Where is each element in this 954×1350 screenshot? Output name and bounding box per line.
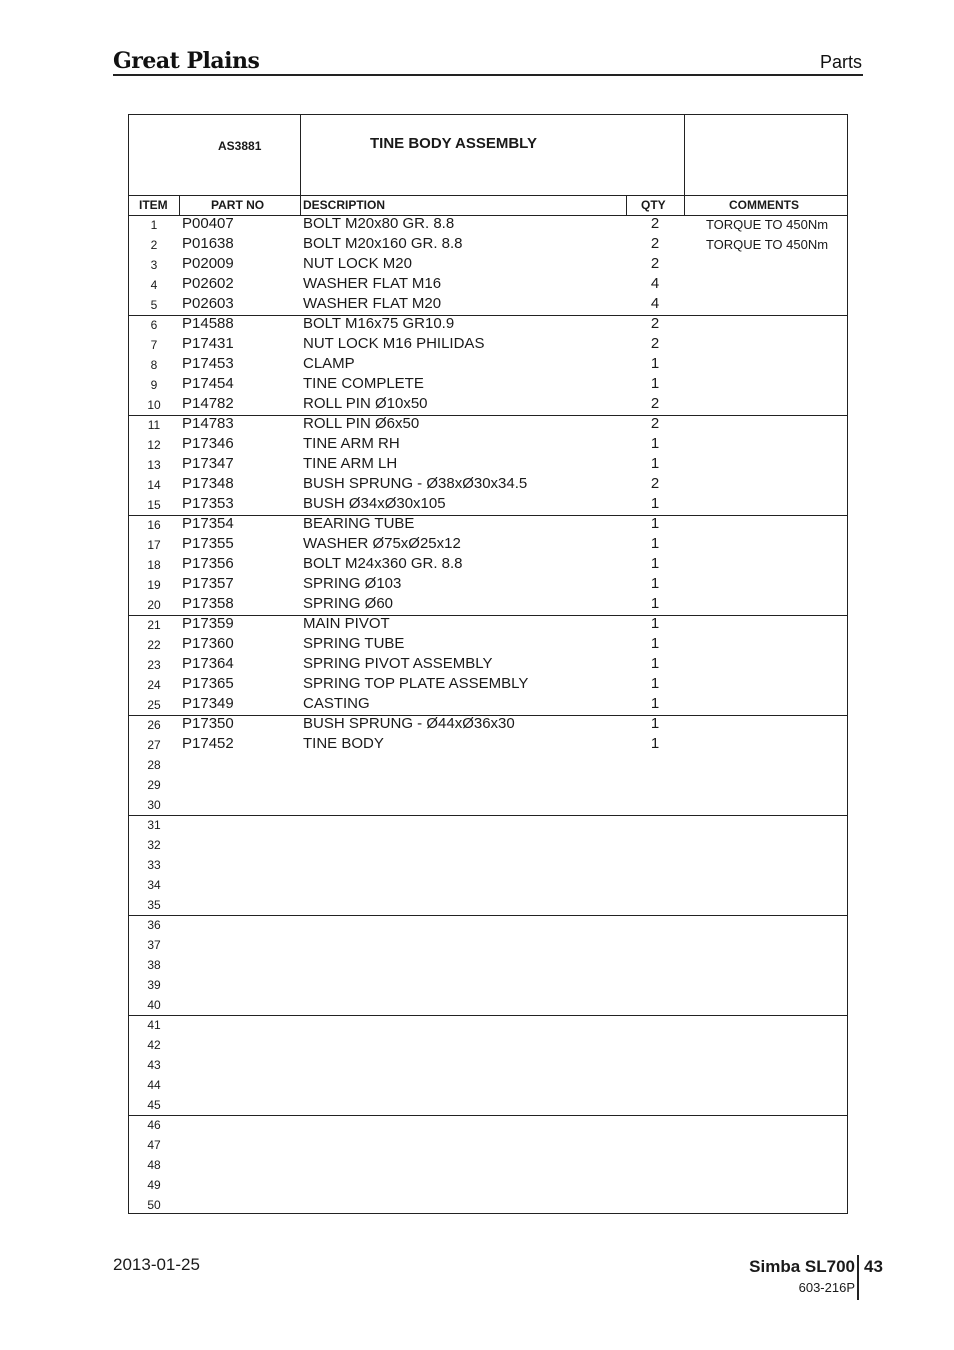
part-comment: TORQUE TO 450Nm [705, 217, 829, 232]
table-row [129, 955, 847, 975]
footer-doc-code: 603-216P [798, 1280, 855, 1295]
part-number: P14782 [182, 395, 234, 412]
part-number: P17348 [182, 475, 234, 492]
table-row [129, 815, 847, 835]
item-number: 13 [147, 458, 161, 472]
part-number: P17346 [182, 435, 234, 452]
assembly-number: AS3881 [218, 139, 262, 153]
part-qty: 1 [650, 455, 660, 472]
part-description: WASHER FLAT M20 [303, 295, 442, 312]
table-row [129, 295, 847, 315]
table-row [129, 755, 847, 775]
item-number: 26 [147, 718, 161, 732]
part-qty: 1 [650, 435, 660, 452]
part-number: P00407 [182, 215, 234, 232]
part-qty: 2 [650, 335, 660, 352]
table-row [129, 775, 847, 795]
part-description: ROLL PIN Ø10x50 [303, 395, 428, 412]
colhead-comments: COMMENTS [729, 198, 799, 212]
item-number: 29 [147, 778, 161, 792]
part-number: P02009 [182, 255, 234, 272]
table-row [129, 915, 847, 935]
item-number: 27 [147, 738, 161, 752]
part-qty: 2 [650, 475, 660, 492]
part-number: P17357 [182, 575, 234, 592]
item-number: 33 [147, 858, 161, 872]
part-description: BOLT M20x80 GR. 8.8 [303, 215, 455, 232]
item-number: 34 [147, 878, 161, 892]
part-qty: 1 [650, 535, 660, 552]
part-number: P17452 [182, 735, 234, 752]
page-number: 43 [864, 1257, 883, 1276]
footer-divider [857, 1255, 859, 1300]
item-number: 2 [150, 238, 158, 252]
item-number: 23 [147, 658, 161, 672]
item-number: 10 [147, 398, 161, 412]
item-number: 20 [147, 598, 161, 612]
part-description: NUT LOCK M16 PHILIDAS [303, 335, 485, 352]
table-row [129, 975, 847, 995]
part-description: WASHER Ø75xØ25x12 [303, 535, 461, 552]
part-qty: 1 [650, 495, 660, 512]
part-description: TINE ARM LH [303, 455, 398, 472]
part-qty: 1 [650, 715, 660, 732]
item-number: 5 [150, 298, 158, 312]
part-qty: 2 [650, 215, 660, 232]
part-description: MAIN PIVOT [303, 615, 390, 632]
part-qty: 2 [650, 395, 660, 412]
part-qty: 1 [650, 595, 660, 612]
title-bottom-rule [129, 195, 847, 196]
item-number: 41 [147, 1018, 161, 1032]
part-description: BUSH SPRUNG - Ø44xØ36x30 [303, 715, 515, 732]
part-qty: 1 [650, 635, 660, 652]
table-row [129, 255, 847, 275]
item-number: 31 [147, 818, 161, 832]
assembly-title: TINE BODY ASSEMBLY [370, 135, 537, 152]
part-number: P14783 [182, 415, 234, 432]
item-number: 11 [147, 418, 161, 432]
part-number: P01638 [182, 235, 234, 252]
item-number: 12 [147, 438, 161, 452]
table-row [129, 715, 847, 735]
item-number: 35 [147, 898, 161, 912]
part-description: BOLT M24x360 GR. 8.8 [303, 555, 463, 572]
part-description: SPRING PIVOT ASSEMBLY [303, 655, 493, 672]
part-description: SPRING TOP PLATE ASSEMBLY [303, 675, 529, 692]
table-row [129, 1095, 847, 1115]
part-qty: 2 [650, 255, 660, 272]
part-number: P17353 [182, 495, 234, 512]
table-row [129, 875, 847, 895]
item-number: 25 [147, 698, 161, 712]
part-number: P17355 [182, 535, 234, 552]
part-number: P17349 [182, 695, 234, 712]
part-description: SPRING Ø60 [303, 595, 394, 612]
item-number: 50 [147, 1198, 161, 1212]
section-label: Parts [819, 52, 862, 72]
part-qty: 1 [650, 675, 660, 692]
table-row [129, 935, 847, 955]
part-number: P17364 [182, 655, 234, 672]
item-number: 49 [147, 1178, 161, 1192]
part-qty: 1 [650, 655, 660, 672]
table-row [129, 1175, 847, 1195]
footer-date: 2013-01-25 [113, 1255, 200, 1274]
item-number: 43 [147, 1058, 161, 1072]
item-number: 4 [150, 278, 158, 292]
part-number: P17350 [182, 715, 234, 732]
item-number: 6 [150, 318, 158, 332]
item-number: 14 [147, 478, 161, 492]
item-number: 32 [147, 838, 161, 852]
part-qty: 2 [650, 415, 660, 432]
table-row [129, 995, 847, 1015]
part-description: BOLT M16x75 GR10.9 [303, 315, 455, 332]
part-description: CLAMP [303, 355, 355, 372]
table-row [129, 675, 847, 695]
title-divider-right [684, 115, 685, 195]
item-number: 22 [147, 638, 161, 652]
part-comment: TORQUE TO 450Nm [705, 237, 829, 252]
colhead-item: ITEM [139, 198, 168, 212]
table-row [129, 1055, 847, 1075]
table-row [129, 375, 847, 395]
part-number: P17431 [182, 335, 234, 352]
table-row [129, 635, 847, 655]
item-number: 38 [147, 958, 161, 972]
table-row [129, 1155, 847, 1175]
table-row [129, 455, 847, 475]
part-qty: 4 [650, 295, 660, 312]
part-number: P17454 [182, 375, 234, 392]
footer-model: Simba SL700 [749, 1257, 855, 1276]
table-row [129, 835, 847, 855]
part-description: CASTING [303, 695, 370, 712]
part-qty: 4 [650, 275, 660, 292]
item-number: 15 [147, 498, 161, 512]
item-number: 18 [147, 558, 161, 572]
part-qty: 2 [650, 315, 660, 332]
table-row [129, 275, 847, 295]
table-row [129, 1115, 847, 1135]
part-number: P14588 [182, 315, 234, 332]
part-description: WASHER FLAT M16 [303, 275, 442, 292]
col-divider-desc [626, 195, 627, 215]
part-description: BEARING TUBE [303, 515, 415, 532]
item-number: 3 [150, 258, 158, 272]
part-description: BUSH SPRUNG - Ø38xØ30x34.5 [303, 475, 528, 492]
item-number: 17 [147, 538, 161, 552]
part-number: P17347 [182, 455, 234, 472]
part-number: P02602 [182, 275, 234, 292]
item-number: 1 [150, 218, 158, 232]
parts-table [128, 114, 848, 1214]
item-number: 45 [147, 1098, 161, 1112]
part-number: P02603 [182, 295, 234, 312]
colhead-description: DESCRIPTION [303, 198, 386, 212]
part-description: SPRING Ø103 [303, 575, 402, 592]
part-number: P17356 [182, 555, 234, 572]
part-description: ROLL PIN Ø6x50 [303, 415, 420, 432]
col-divider-part [300, 195, 301, 215]
table-row [129, 235, 847, 255]
title-divider-left [300, 115, 301, 195]
item-number: 46 [147, 1118, 161, 1132]
part-qty: 1 [650, 695, 660, 712]
table-row [129, 495, 847, 515]
item-number: 7 [150, 338, 158, 352]
part-qty: 1 [650, 615, 660, 632]
part-description: TINE ARM RH [303, 435, 400, 452]
table-row [129, 695, 847, 715]
table-row [129, 1075, 847, 1095]
table-row [129, 1195, 847, 1215]
part-qty: 2 [650, 235, 660, 252]
item-number: 42 [147, 1038, 161, 1052]
col-divider-item [179, 195, 180, 215]
item-number: 19 [147, 578, 161, 592]
table-row [129, 615, 847, 635]
item-number: 24 [147, 678, 161, 692]
table-row [129, 595, 847, 615]
item-number: 40 [147, 998, 161, 1012]
table-row [129, 355, 847, 375]
part-description: BUSH Ø34xØ30x105 [303, 495, 446, 512]
table-row [129, 1035, 847, 1055]
table-row [129, 575, 847, 595]
table-row [129, 435, 847, 455]
part-number: P17453 [182, 355, 234, 372]
part-number: P17359 [182, 615, 234, 632]
item-number: 44 [147, 1078, 161, 1092]
col-divider-qty [684, 195, 685, 215]
part-number: P17365 [182, 675, 234, 692]
table-row [129, 1015, 847, 1035]
table-row [129, 415, 847, 435]
table-row [129, 795, 847, 815]
item-number: 16 [147, 518, 161, 532]
part-qty: 1 [650, 555, 660, 572]
part-description: TINE COMPLETE [303, 375, 424, 392]
table-row [129, 535, 847, 555]
table-row [129, 855, 847, 875]
table-row [129, 475, 847, 495]
colhead-part-no: PART NO [211, 198, 265, 212]
part-number: P17358 [182, 595, 234, 612]
item-number: 37 [147, 938, 161, 952]
part-qty: 1 [650, 735, 660, 752]
part-description: NUT LOCK M20 [303, 255, 412, 272]
table-row [129, 655, 847, 675]
part-description: TINE BODY [303, 735, 384, 752]
item-number: 48 [147, 1158, 161, 1172]
table-row [129, 735, 847, 755]
colhead-qty: QTY [641, 198, 666, 212]
part-qty: 1 [650, 375, 660, 392]
part-description: BOLT M20x160 GR. 8.8 [303, 235, 463, 252]
part-qty: 1 [650, 515, 660, 532]
item-number: 47 [147, 1138, 161, 1152]
table-row [129, 555, 847, 575]
table-row [129, 515, 847, 535]
brand-logo: Great Plains [113, 48, 260, 74]
item-number: 39 [147, 978, 161, 992]
table-row [129, 335, 847, 355]
item-number: 8 [150, 358, 158, 372]
part-qty: 1 [650, 355, 660, 372]
table-row [129, 395, 847, 415]
table-row [129, 315, 847, 335]
item-number: 9 [150, 378, 158, 392]
header-rule [113, 74, 863, 76]
table-row [129, 895, 847, 915]
item-number: 28 [147, 758, 161, 772]
part-description: SPRING TUBE [303, 635, 405, 652]
item-number: 21 [147, 618, 161, 632]
part-number: P17354 [182, 515, 234, 532]
item-number: 36 [147, 918, 161, 932]
part-qty: 1 [650, 575, 660, 592]
part-number: P17360 [182, 635, 234, 652]
item-number: 30 [147, 798, 161, 812]
table-row [129, 1135, 847, 1155]
table-row [129, 215, 847, 235]
